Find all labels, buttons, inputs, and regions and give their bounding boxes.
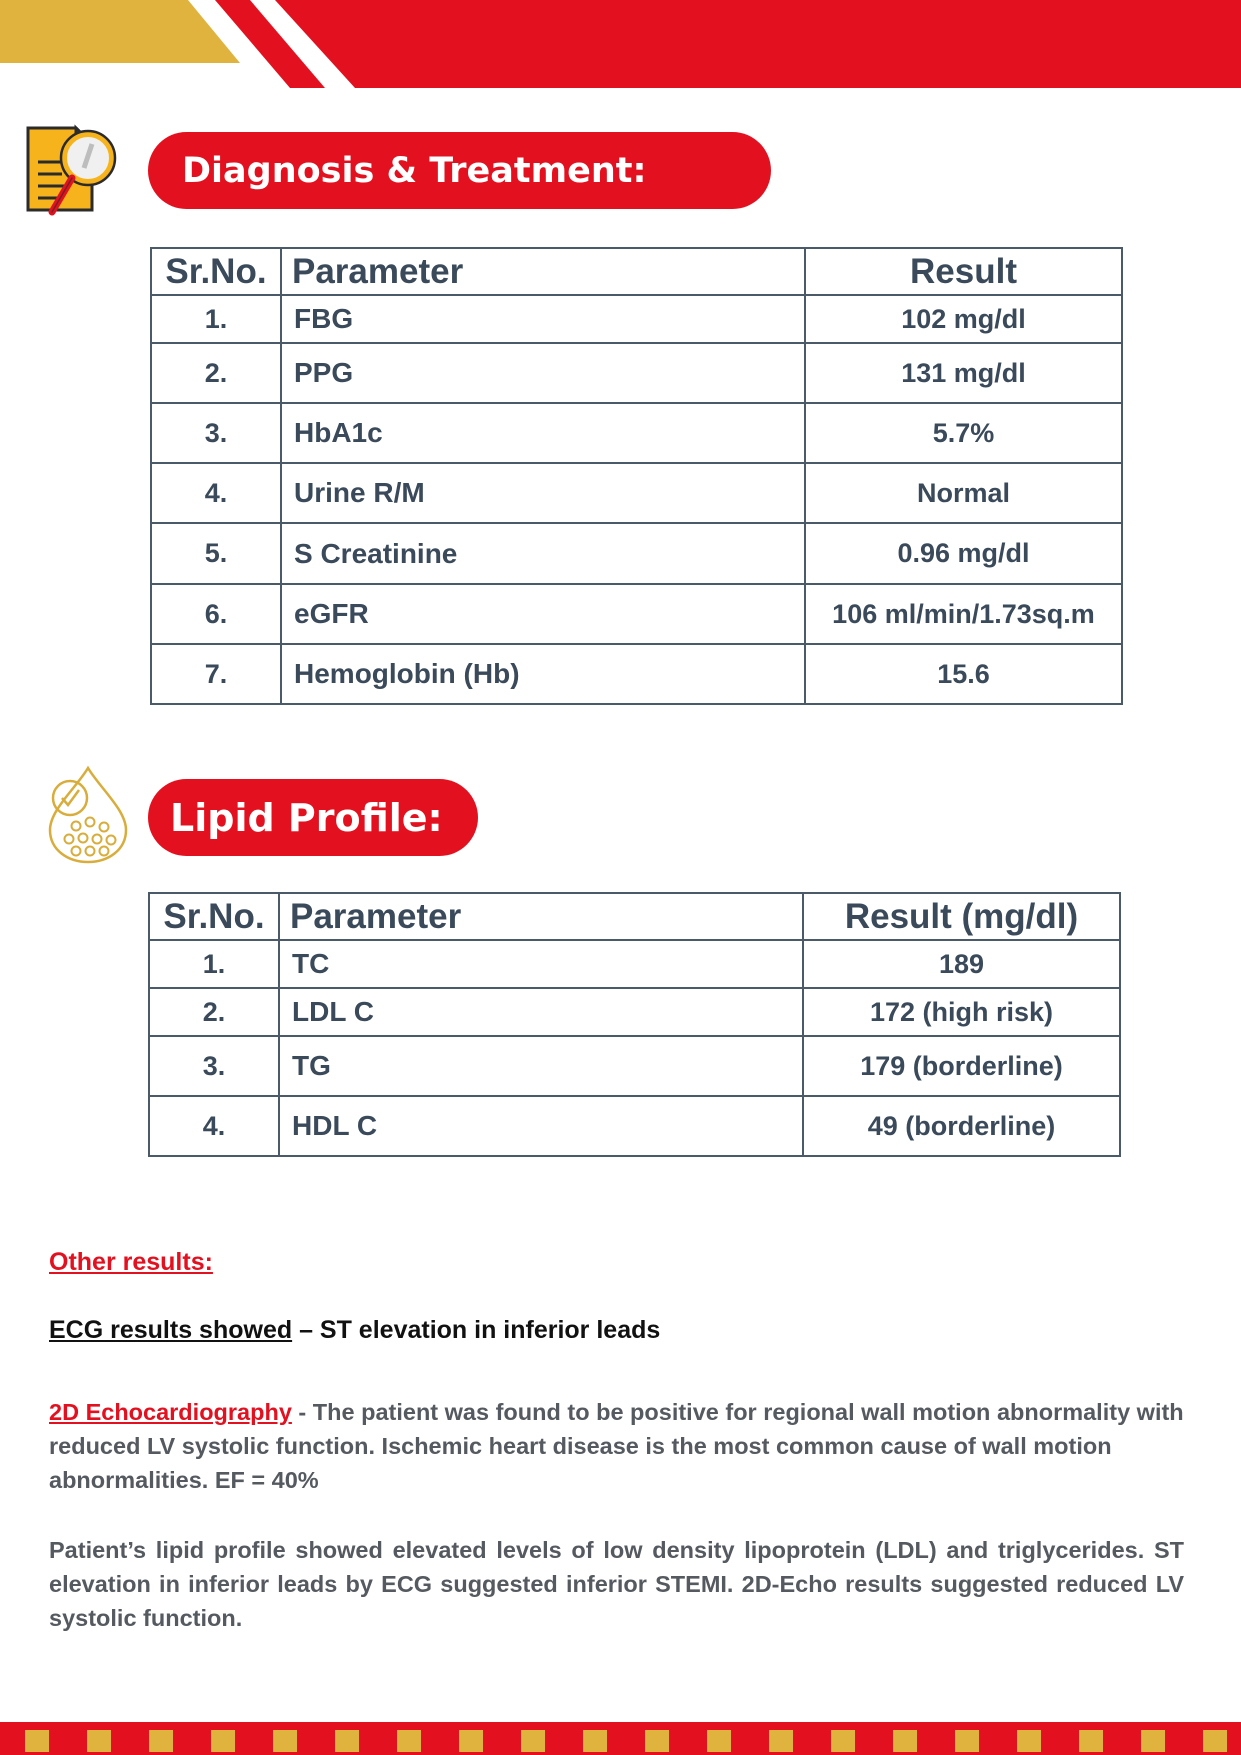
row-sr: 6. [151,584,281,644]
row-sr: 2. [151,343,281,403]
lipid-drop-icon [42,764,134,866]
row-result: 49 (borderline) [803,1096,1120,1156]
bottom-checker-border [0,1722,1241,1755]
top-banner [0,0,1241,90]
table-row [149,988,1120,1036]
checker-square [1141,1730,1165,1752]
table-row [151,584,1122,644]
row-parameter: FBG [281,295,805,343]
row-sr: 1. [151,295,281,343]
table-row [151,343,1122,403]
checker-square [831,1730,855,1752]
checker-square [521,1730,545,1752]
checker-square [707,1730,731,1752]
row-result: 0.96 mg/dl [805,523,1122,584]
table-row [151,463,1122,523]
row-result: Normal [805,463,1122,523]
checker-square [459,1730,483,1752]
checker-square [25,1730,49,1752]
row-parameter: LDL C [279,988,803,1036]
checker-square [397,1730,421,1752]
checker-square [149,1730,173,1752]
checker-square [1079,1730,1103,1752]
table-row [151,523,1122,584]
header-parameter: Parameter [279,893,803,940]
row-parameter: S Creatinine [281,523,805,584]
row-parameter: HDL C [279,1096,803,1156]
document-magnifier-icon [22,122,122,222]
checker-square [769,1730,793,1752]
row-result: 5.7% [805,403,1122,463]
header-sr-no: Sr.No. [151,248,281,295]
table-header-row [149,893,1120,940]
row-result: 106 ml/min/1.73sq.m [805,584,1122,644]
row-sr: 7. [151,644,281,704]
table-row [149,1036,1120,1096]
header-result: Result [805,248,1122,295]
diagnosis-section-title: Diagnosis & Treatment: [148,132,771,209]
row-sr: 2. [149,988,279,1036]
checker-square [1203,1730,1227,1752]
table-row [151,295,1122,343]
row-result: 172 (high risk) [803,988,1120,1036]
other-results-heading: Other results: [49,1248,213,1276]
summary-paragraph: Patient’s lipid profile showed elevated levels of low density lipoprotein (LDL) and triglycerides. ST elevation in inferior leads by ECG suggested inferior STEMI. 2D-Echo results suggested reduced LV systolic function. [49,1537,1184,1631]
header-result: Result (mg/dl) [803,893,1120,940]
checker-square [645,1730,669,1752]
row-parameter: HbA1c [281,403,805,463]
row-result: 189 [803,940,1120,988]
echo-paragraph [49,1395,1184,1497]
row-parameter: Hemoglobin (Hb) [281,644,805,704]
ecg-result-line [49,1316,1184,1345]
row-parameter: eGFR [281,584,805,644]
header-parameter: Parameter [281,248,805,295]
row-parameter: Urine R/M [281,463,805,523]
table-row [149,940,1120,988]
row-result: 102 mg/dl [805,295,1122,343]
checker-square [87,1730,111,1752]
checker-square [211,1730,235,1752]
row-parameter: TG [279,1036,803,1096]
header-sr-no: Sr.No. [149,893,279,940]
table-row [149,1096,1120,1156]
row-sr: 1. [149,940,279,988]
diagnosis-table [150,247,1123,705]
checker-square [335,1730,359,1752]
echo-text: - The patient was found to be positive for regional wall motion abnormality with reduced LV systolic function. Ischemic heart disease is the most common cause of wall motion abnormalities. EF = 40% [49,1399,1184,1493]
lipid-section-title: Lipid Profile: [148,779,478,856]
table-header-row [151,248,1122,295]
checker-square [893,1730,917,1752]
row-result: 131 mg/dl [805,343,1122,403]
ecg-text: – ST elevation in inferior leads [292,1316,661,1344]
row-sr: 3. [151,403,281,463]
ecg-label: ECG results showed [49,1316,293,1344]
checker-square [955,1730,979,1752]
echo-label: 2D Echocardiography [49,1399,292,1425]
row-sr: 4. [151,463,281,523]
checker-square [273,1730,297,1752]
table-row [151,644,1122,704]
checker-square [1017,1730,1041,1752]
lipid-table [148,892,1121,1157]
row-sr: 3. [149,1036,279,1096]
row-sr: 5. [151,523,281,584]
table-row [151,403,1122,463]
row-result: 179 (borderline) [803,1036,1120,1096]
row-result: 15.6 [805,644,1122,704]
row-parameter: TC [279,940,803,988]
row-parameter: PPG [281,343,805,403]
red-band [275,0,1241,88]
row-sr: 4. [149,1096,279,1156]
checker-square [583,1730,607,1752]
